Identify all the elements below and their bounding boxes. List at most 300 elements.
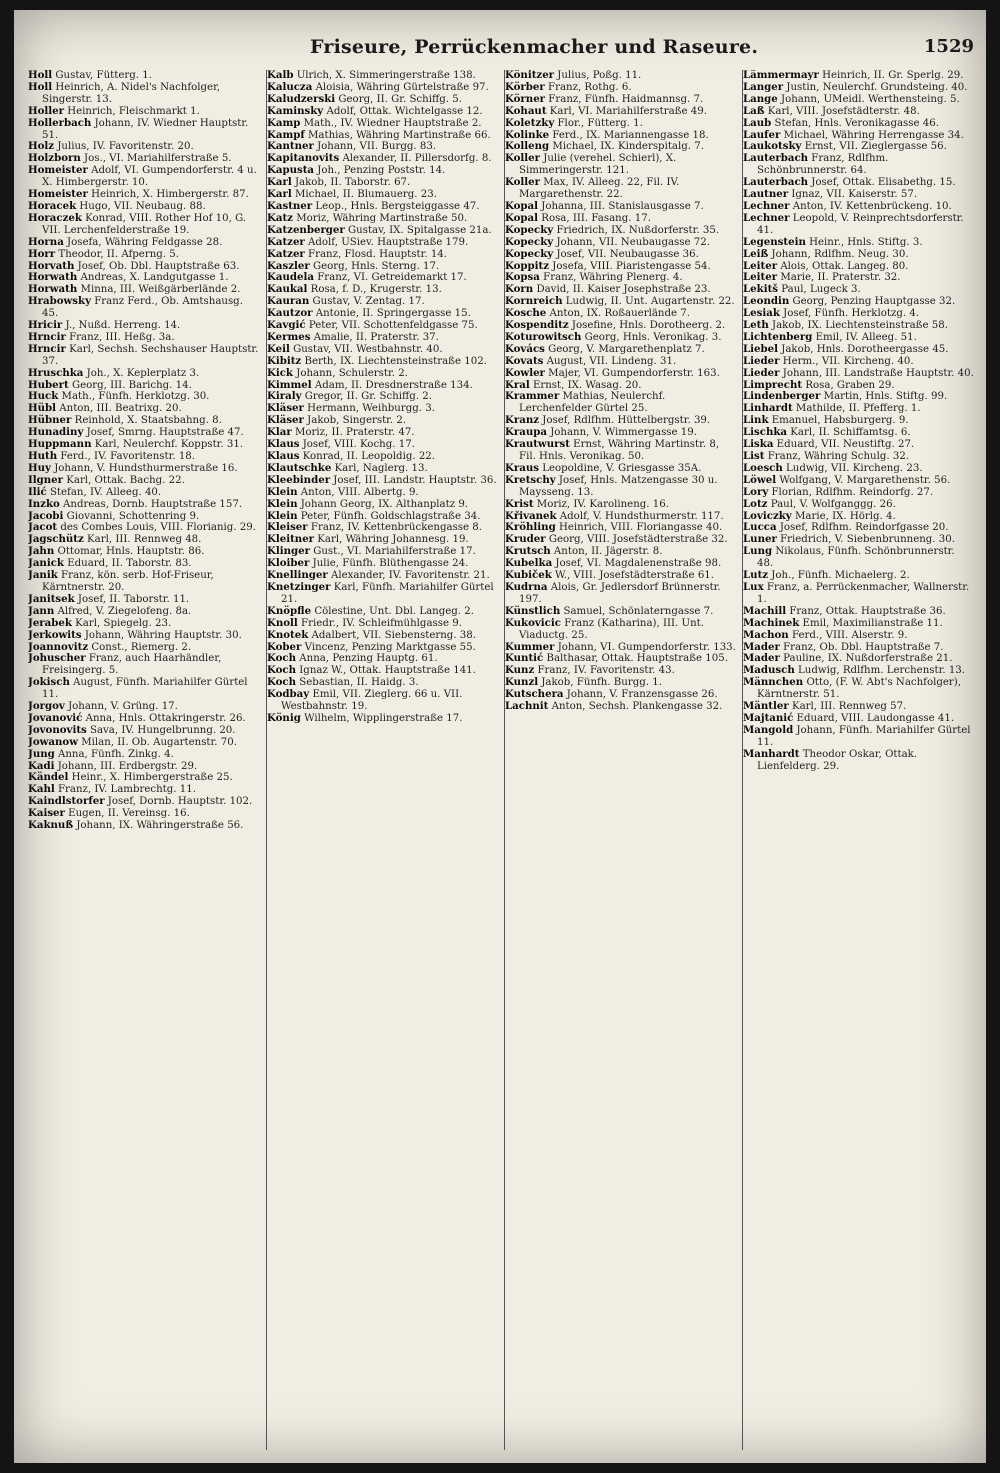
entry-details: Ignaz, VII. Kaiserstr. 57.	[788, 189, 918, 201]
entry-surname: Holler	[28, 104, 65, 117]
entry-details: Johann, V. Grüng. 17.	[64, 701, 178, 713]
entry-details: Ulrich, X. Simmeringerstraße 138.	[293, 70, 476, 81]
entry-details: Moriz, IV. Karolineng. 16.	[533, 498, 669, 510]
directory-entry	[743, 153, 975, 177]
entry-details: Minna, III. Weißgärberlände 2.	[77, 284, 241, 296]
entry-surname: Kovats	[505, 354, 544, 367]
entry-surname: Kral	[505, 378, 530, 391]
entry-details: Josef, III. Landstr. Hauptstr. 36.	[330, 474, 497, 486]
entry-details: Franz, Währing Plenerg. 4.	[539, 272, 683, 284]
entry-surname: Kolleng	[505, 140, 550, 153]
entry-details: Josef, VI. Magdalenenstraße 98.	[552, 558, 722, 570]
entry-details: Andreas, Dornb. Hauptstraße 157.	[59, 498, 243, 510]
entry-surname: Kauran	[267, 295, 310, 308]
entry-details: Emanuel, Habsburgerg. 9.	[768, 415, 909, 427]
entry-surname: Kläser	[267, 402, 304, 415]
entry-details: Math., IV. Wiedner Hauptstraße 2.	[300, 117, 482, 129]
entry-details: Johann, IX. Währingerstraße 56.	[73, 820, 244, 832]
entry-details: Moriz, Währing Martinstraße 50.	[292, 212, 468, 224]
directory-entry	[743, 677, 975, 701]
directory-entry	[267, 332, 499, 344]
entry-details: August, Fünfh. Mariahilfer Gürtel 11.	[42, 677, 248, 701]
entry-surname: Johuscher	[28, 652, 86, 665]
entry-surname: Homeister	[28, 188, 88, 201]
entry-surname: Horwath	[28, 283, 78, 296]
entry-surname: Katzer	[267, 235, 305, 248]
entry-details: Julie, Fünfh. Blüthengasse 24.	[309, 558, 469, 570]
entry-details: Michael, Währing Herrengasse 34.	[780, 129, 964, 141]
entry-surname: Limprecht	[743, 378, 803, 391]
entry-details: Josef, Hnls. Matzengasse 30 u. Maysseng. 13.	[519, 474, 718, 498]
entry-details: Jakob, IX. Liechtensteinstraße 58.	[768, 320, 948, 332]
entry-surname: Kudrna	[505, 580, 548, 593]
entry-surname: Hollerbach	[28, 116, 92, 129]
entry-surname: Löwel	[743, 473, 777, 486]
directory-entry	[28, 653, 260, 677]
entry-surname: Klar	[267, 426, 292, 439]
entry-surname: Hruschka	[28, 366, 84, 379]
entry-surname: Janick	[28, 557, 64, 570]
entry-surname: Männchen	[743, 676, 804, 689]
entry-surname: Koller	[505, 152, 541, 165]
entry-details: Gustav, VII. Westbahnstr. 40.	[289, 343, 443, 355]
entry-details: Pauline, IX. Nußdorferstraße 21.	[779, 653, 953, 665]
entry-surname: Kubelka	[505, 557, 553, 570]
entry-surname: Mader	[743, 640, 780, 653]
entry-surname: Kodbay	[267, 688, 310, 701]
entry-details: Friedrich, IX. Nußdorferstr. 35.	[553, 224, 720, 236]
entry-surname: Kapitanovits	[267, 152, 340, 165]
entry-surname: Huck	[28, 390, 59, 403]
entry-surname: Kleitner	[267, 533, 315, 546]
directory-entry	[267, 439, 499, 451]
directory-entry	[743, 308, 975, 320]
entry-surname: Kunzl	[505, 676, 539, 689]
entry-surname: Kibitz	[267, 354, 302, 367]
running-title: Friseure, Perrückenmacher und Raseure.	[310, 36, 759, 58]
entry-details: Reinhold, X. Staatsbahng. 8.	[71, 415, 222, 427]
entry-details: Martin, Hnls. Stiftg. 99.	[820, 391, 948, 403]
directory-entry	[28, 820, 260, 832]
entry-surname: Koturowitsch	[505, 330, 582, 343]
entry-details: Franz, Ottak. Hauptstraße 36.	[786, 605, 946, 617]
entry-surname: Kowler	[505, 366, 545, 379]
directory-entry	[743, 94, 975, 106]
directory-entry	[28, 772, 260, 784]
directory-entry	[267, 665, 499, 677]
entry-details: Majer, VI. Gumpendorferstr. 163.	[544, 367, 720, 379]
directory-entry	[267, 606, 499, 618]
entry-surname: Kukovicic	[505, 616, 561, 629]
entry-surname: Jokisch	[28, 676, 70, 689]
entry-surname: Kretschy	[505, 473, 556, 486]
entry-details: Alexander, II. Pillersdorfg. 8.	[339, 153, 492, 165]
entry-details: Paul, Lugeck 3.	[778, 284, 861, 296]
entry-details: Peter, VII. Schottenfeldgasse 75.	[305, 320, 478, 332]
directory-entry	[743, 725, 975, 749]
entry-surname: Laufer	[743, 128, 781, 141]
entry-surname: Krammer	[505, 390, 560, 403]
entry-surname: Langer	[743, 80, 784, 93]
entry-surname: Kläser	[267, 414, 304, 427]
entry-details: Julius, IV. Favoritenstr. 20.	[54, 141, 194, 153]
entry-surname: Kruder	[505, 533, 546, 546]
entry-details: Ludwig, Rdlfhm. Lerchenstr. 13.	[794, 665, 966, 677]
entry-details: Friedr., IV. Schleifmühlgasse 9.	[297, 617, 462, 629]
entry-surname: Kantner	[267, 140, 314, 153]
entry-details: Eduard, VIII. Laudongasse 41.	[793, 712, 955, 724]
entry-details: Georg, III. Barichg. 14.	[68, 379, 192, 391]
entry-surname: Klautschke	[267, 461, 332, 474]
entry-details: Franz, IV. Lambrechtg. 11.	[54, 784, 196, 796]
entry-details: Rosa, Graben 29.	[802, 379, 895, 391]
directory-entry	[743, 439, 975, 451]
directory-entry	[267, 487, 499, 499]
entry-surname: Kosche	[505, 307, 547, 320]
entry-surname: Hubert	[28, 378, 69, 391]
directory-entry	[743, 582, 975, 606]
directory-entry	[267, 499, 499, 511]
directory-entry	[267, 165, 499, 177]
entry-details: Heinr., Hnls. Stiftg. 3.	[805, 236, 923, 248]
entry-surname: Lotz	[743, 497, 768, 510]
entry-details: W., VIII. Josefstädterstraße 61.	[551, 570, 715, 582]
entry-details: Karl, Fünfh. Mariahilfer Gürtel 21.	[281, 581, 494, 605]
entry-details: Johann, Schulerstr. 2.	[293, 367, 408, 379]
entry-surname: Liebel	[743, 342, 778, 355]
entry-surname: Horwath	[28, 271, 78, 284]
directory-entry	[743, 749, 975, 773]
entry-details: Ludwig, VII. Kircheng. 23.	[782, 462, 923, 474]
entry-surname: Lauterbach	[743, 176, 809, 189]
directory-entry	[505, 701, 737, 713]
entry-surname: Kopsa	[505, 271, 540, 284]
entry-details: Giovanni, Schottenring 9.	[63, 510, 200, 522]
directory-page	[14, 10, 986, 1463]
directory-entry	[505, 391, 737, 415]
entry-surname: Jowanow	[28, 735, 78, 748]
entry-surname: Holzborn	[28, 152, 81, 165]
entry-details: Leopold, V. Reinprechtsdorferstr. 41.	[757, 212, 964, 236]
entry-details: Hermann, Weihburgg. 3.	[303, 403, 435, 415]
entry-surname: Lekitš	[743, 283, 779, 296]
entry-details: Josef, Rdlfhm. Hüttelbergstr. 39.	[539, 415, 711, 427]
entry-details: Josef, VIII. Kochg. 17.	[299, 439, 415, 451]
entry-surname: Jacot	[28, 521, 58, 534]
entry-details: Anton, III. Beatrixg. 20.	[56, 403, 182, 415]
entry-details: Joh., X. Keplerplatz 3.	[83, 367, 200, 379]
entry-details: Ernst, IX. Wasag. 20.	[529, 379, 642, 391]
entry-surname: Koch	[267, 664, 297, 677]
directory-entry	[28, 511, 260, 523]
entry-details: des Combes Louis, VIII. Florianig. 29.	[57, 522, 256, 534]
entry-surname: Kornreich	[505, 295, 563, 308]
entry-surname: Lung	[743, 545, 773, 558]
entry-surname: Jovanović	[28, 711, 83, 724]
entry-surname: Kaukal	[267, 283, 308, 296]
entry-surname: Knellinger	[267, 569, 328, 582]
entry-surname: List	[743, 450, 765, 462]
page-number: 1529	[923, 36, 974, 57]
entry-details: Andreas, X. Landgutgasse 1.	[77, 272, 229, 284]
entry-surname: Kopecky	[505, 235, 554, 248]
entry-surname: Jagschütz	[28, 533, 84, 546]
directory-entry	[743, 463, 975, 475]
entry-surname: Mangold	[743, 723, 794, 736]
entry-surname: Körber	[505, 80, 545, 93]
directory-entry	[28, 237, 260, 249]
entry-surname: Kamp	[267, 116, 301, 129]
entry-surname: Krutsch	[505, 545, 551, 558]
entry-details: Franz, Fünfh. Haidmannsg. 7.	[545, 93, 704, 105]
entry-surname: Klinger	[267, 545, 310, 558]
directory-entry	[505, 368, 737, 380]
entry-surname: Kloiber	[267, 557, 310, 570]
entry-surname: Kalucza	[267, 80, 313, 93]
entry-surname: Koletzky	[505, 116, 555, 129]
directory-entry	[267, 653, 499, 665]
entry-details: Math., Fünfh. Herklotzg. 30.	[58, 391, 210, 403]
entry-details: Samuel, Schönlaterngasse 7.	[560, 605, 714, 617]
entry-surname: Hübl	[28, 402, 57, 415]
entry-details: Franz Ferd., Ob. Amtshausg. 45.	[42, 296, 243, 320]
directory-entry	[267, 415, 499, 427]
entry-details: Karl, Spiegelg. 23.	[71, 617, 172, 629]
directory-entry	[505, 439, 737, 463]
entry-surname: Klaus	[267, 450, 300, 462]
entry-surname: Kändel	[28, 771, 69, 784]
entry-surname: Holl	[28, 80, 53, 93]
entry-surname: Horaczek	[28, 211, 82, 224]
entry-surname: Koller	[505, 176, 541, 189]
entry-details: Johann, IV. Wiedner Hauptstr. 51.	[42, 117, 249, 141]
entry-details: Rosa, f. D., Krugerstr. 13.	[307, 284, 442, 296]
entry-details: Adolf, Ottak. Wichtelgasse 12.	[323, 105, 483, 117]
entry-surname: Jerabek	[28, 616, 72, 629]
entry-surname: Jovonovits	[28, 723, 87, 736]
entry-details: Marie, II. Praterstr. 32.	[777, 272, 901, 284]
entry-details: Franz, III. Heßg. 3a.	[65, 331, 175, 343]
entry-details: Adalbert, VII. Siebensterng. 38.	[308, 629, 476, 641]
entry-surname: Kapusta	[267, 164, 315, 177]
entry-surname: Huppmann	[28, 438, 92, 451]
entry-details: Gustav, Fütterg. 1.	[52, 70, 152, 81]
entry-details: Alois, Ottak. Langeg. 80.	[777, 260, 909, 272]
entry-surname: Kaudela	[267, 271, 314, 284]
entry-surname: Lesiak	[743, 307, 780, 320]
directory-entry	[505, 582, 737, 606]
entry-details: Alfred, V. Ziegelofeng. 8a.	[54, 605, 192, 617]
entry-surname: Kahl	[28, 783, 55, 796]
entry-details: August, VII. Lindeng. 31.	[543, 355, 677, 367]
directory-entry	[28, 70, 260, 82]
entry-surname: Korn	[505, 283, 534, 296]
entry-details: Anton, IX. Roßauerlände 7.	[546, 308, 690, 320]
entry-surname: Kaszler	[267, 259, 310, 272]
directory-entry	[505, 201, 737, 213]
entry-details: Josef, VII. Neubaugasse 36.	[553, 248, 699, 260]
entry-details: Franz, IV. Kettenbrückengasse 8.	[307, 522, 483, 534]
entry-details: Joh., Fünfh. Michaelerg. 2.	[768, 570, 910, 582]
directory-entry	[267, 475, 499, 487]
entry-details: Adolf, VI. Gumpendorferstr. 4 u. X. Himbergerstr. 10.	[42, 165, 257, 189]
entry-surname: Jerkowits	[28, 628, 82, 641]
entry-surname: Leiter	[743, 271, 778, 284]
entry-surname: Majtanić	[743, 711, 794, 724]
entry-details: Jakob, Hnls. Dorotheergasse 45.	[778, 343, 949, 355]
entry-details: Franz, VI. Getreidemarkt 17.	[313, 272, 467, 284]
entry-details: Ferd., VIII. Alserstr. 9.	[788, 629, 908, 641]
entry-details: Jakob, Singerstr. 2.	[303, 415, 407, 427]
directory-entry	[743, 522, 975, 534]
directory-entry	[743, 427, 975, 439]
entry-surname: Jahn	[28, 545, 55, 558]
entry-details: Eugen, II. Vereinsg. 16.	[64, 808, 190, 820]
entry-surname: Lachnit	[505, 700, 549, 713]
entry-surname: Leth	[743, 319, 769, 332]
entry-surname: Křivanek	[505, 509, 557, 522]
entry-details: Anna, Penzing Hauptg. 61.	[296, 653, 438, 665]
entry-details: Johann Georg, IX. Althanplatz 9.	[297, 498, 469, 510]
entry-details: Julius, Poßg. 11.	[554, 70, 642, 81]
directory-entry	[28, 475, 260, 487]
entry-surname: Kunz	[505, 664, 535, 677]
entry-surname: Lechner	[743, 211, 790, 224]
entry-surname: Lange	[743, 92, 778, 105]
entry-surname: Kaindlstorfer	[28, 795, 105, 808]
entry-details: Johann, Rdlfhm. Neug. 30.	[768, 248, 909, 260]
entry-details: Johann, III. Landstraße Hauptstr. 40.	[779, 367, 974, 379]
entry-surname: Holz	[28, 140, 55, 153]
entry-surname: Inzko	[28, 497, 60, 510]
entry-details: Sebastian, II. Haidg. 3.	[296, 677, 419, 689]
entry-details: Johann, III. Erdbergstr. 29.	[54, 760, 198, 772]
entry-surname: Jung	[28, 747, 55, 760]
entry-surname: Kranz	[505, 414, 540, 427]
entry-surname: Lindenberger	[743, 390, 821, 403]
entry-details: Jakob, Fünfh. Burgg. 1.	[538, 677, 662, 689]
entry-details: Johann, VI. Gumpendorferstr. 133.	[554, 641, 736, 653]
entry-details: Sava, IV. Hungelbrunng. 20.	[86, 724, 236, 736]
entry-details: Karl, VIII. Josefstädterstr. 48.	[764, 105, 920, 117]
entry-details: Adolf, USiev. Hauptstraße 179.	[304, 236, 469, 248]
directory-entry	[28, 165, 260, 189]
entry-details: Jakob, II. Taborstr. 67.	[291, 177, 411, 189]
entry-details: Marie, IX. Hörlg. 4.	[791, 510, 896, 522]
entry-details: Joh., Penzing Poststr. 14.	[314, 165, 446, 177]
entry-surname: Lory	[743, 485, 769, 498]
entry-details: Franz, Rdlfhm. Schönbrunnerstr. 64.	[757, 153, 889, 177]
entry-details: Cölestine, Unt. Dbl. Langeg. 2.	[311, 605, 474, 617]
entry-details: Flor., Fütterg. 1.	[554, 117, 643, 129]
directory-entry	[267, 713, 499, 725]
entry-surname: Machon	[743, 628, 789, 641]
entry-details: Stefan, IV. Alleeg. 40.	[46, 486, 162, 498]
entry-surname: Krist	[505, 497, 534, 510]
entry-surname: Liska	[743, 438, 774, 451]
entry-surname: Huth	[28, 450, 58, 462]
entry-details: Franz, a. Perrückenmacher, Wallnerstr. 1.	[757, 581, 970, 605]
entry-details: Karl, VI. Mariahilferstraße 49.	[546, 105, 707, 117]
page-header	[14, 36, 986, 66]
entry-surname: Kautzor	[267, 307, 313, 320]
entry-surname: Künstlich	[505, 604, 561, 617]
entry-details: Josefa, Währing Feldgasse 28.	[63, 236, 223, 248]
entry-surname: Karl	[267, 188, 292, 201]
directory-entry	[267, 642, 499, 654]
entry-details: Anna, Fünfh. Zinkg. 4.	[54, 748, 174, 760]
entry-details: Franz, IV. Favoritenstr. 43.	[534, 665, 675, 677]
directory-entry	[28, 487, 260, 499]
directory-entry	[743, 237, 975, 249]
entry-surname: Katzenberger	[267, 223, 345, 236]
entry-surname: Lieder	[743, 354, 780, 367]
entry-surname: Janik	[28, 569, 58, 582]
entry-surname: Kopecky	[505, 223, 554, 236]
entry-surname: Kaludzerski	[267, 92, 336, 105]
entry-details: Mathilde, II. Pfefferg. 1.	[792, 403, 921, 415]
directory-entry	[505, 475, 737, 499]
entry-surname: Lämmermayr	[743, 70, 819, 81]
entry-details: Johann, Fünfh. Mariahilfer Gürtel 11.	[757, 724, 971, 748]
entry-surname: Kuntić	[505, 652, 544, 665]
entry-details: Emil, VII. Zieglerg. 66 u. VII. Westbahnstr. 19.	[281, 689, 463, 713]
entry-surname: Kopal	[505, 199, 539, 212]
entry-surname: Körner	[505, 92, 546, 105]
entry-surname: Lux	[743, 580, 764, 593]
entry-details: Georg, V. Margarethenplatz 7.	[544, 343, 705, 355]
entry-surname: Kleebinder	[267, 473, 331, 486]
entry-surname: Leiter	[743, 259, 778, 272]
entry-details: Konrad, II. Leopoldig. 22.	[299, 451, 436, 462]
entry-details: Josef, Ottak. Elisabethg. 15.	[808, 177, 956, 189]
entry-details: Karl, Neulerchf. Koppstr. 31.	[91, 439, 244, 451]
entry-surname: Kubiček	[505, 569, 552, 582]
entry-surname: Lauterbach	[743, 152, 809, 165]
entry-surname: Lechner	[743, 199, 790, 212]
entry-details: Mathias, Neulerchf. Lerchenfelder Gürtel 25.	[519, 391, 666, 415]
entry-details: Johanna, III. Stanislausgasse 7.	[538, 200, 704, 212]
entry-details: Franz, Währing Schulg. 32.	[764, 451, 910, 462]
entry-surname: Machinek	[743, 616, 800, 629]
entry-details: Heinrich, Fleischmarkt 1.	[64, 105, 200, 117]
entry-details: Berth, IX. Liechtensteinstraße 102.	[301, 355, 487, 367]
entry-surname: Klein	[267, 485, 298, 498]
entry-details: Anna, Hnls. Ottakringerstr. 26.	[82, 712, 246, 724]
entry-surname: Loesch	[743, 461, 783, 474]
directory-entry	[28, 380, 260, 392]
entry-details: Leop., Hnls. Bergsteiggasse 47.	[312, 200, 480, 212]
directory-entry	[28, 737, 260, 749]
entry-surname: Laub	[743, 116, 772, 129]
entry-surname: Hunadiny	[28, 426, 84, 439]
entry-surname: Horna	[28, 235, 64, 248]
entry-details: Ignaz W., Ottak. Hauptstraße 141.	[296, 665, 476, 677]
entry-surname: Koch	[267, 676, 297, 689]
directory-columns	[28, 70, 978, 1450]
entry-details: Heinrich, A. Nidel's Nachfolger, Singerstr. 13.	[42, 81, 221, 105]
entry-details: Anton, II. Jägerstr. 8.	[550, 546, 663, 558]
directory-entry	[505, 153, 737, 177]
entry-surname: Kiraly	[267, 390, 302, 403]
directory-entry	[505, 272, 737, 284]
entry-details: Franz, Flosd. Hauptstr. 14.	[304, 248, 448, 260]
entry-details: Friedrich, V. Siebenbrunneng. 30.	[776, 534, 955, 546]
entry-surname: Loviczky	[743, 509, 792, 522]
entry-details: Josefa, VIII. Piaristengasse 54.	[549, 260, 711, 272]
entry-details: Const., Riemerg. 2.	[88, 641, 192, 653]
entry-surname: Lieder	[743, 366, 780, 379]
